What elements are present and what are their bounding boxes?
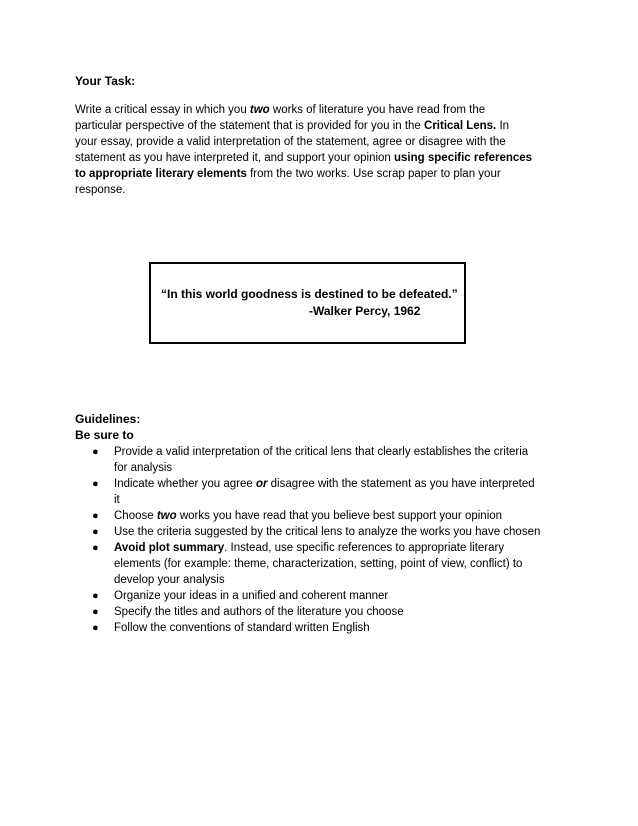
task-line-1 <box>75 102 567 118</box>
task-line-5 <box>75 166 567 182</box>
guideline-text: it <box>114 494 120 506</box>
guideline-item <box>90 508 570 524</box>
guidelines-subheading: Be sure to <box>75 428 134 442</box>
task-text: In <box>496 120 510 132</box>
bullet-icon: ● <box>92 542 99 554</box>
emphasis-specific-references: using specific references <box>394 152 533 164</box>
bullet-icon: ● <box>92 526 99 538</box>
guideline-fragment: works you have read that you believe best support your opinion <box>176 510 503 522</box>
critical-lens-quote: “In this world goodness is destined to be defeated.” <box>161 287 458 301</box>
guideline-text: Organize your ideas in a unified and coherent manner <box>114 590 389 602</box>
guideline-item <box>90 444 570 476</box>
guideline-fragment: disagree with the statement as you have interpreted <box>267 478 535 490</box>
task-paragraph <box>75 102 567 198</box>
task-text: your essay, provide a valid interpretation of the statement, agree or disagree with the <box>75 136 506 148</box>
emphasis-two: two <box>156 510 177 522</box>
task-line-2 <box>75 118 567 134</box>
task-line-6 <box>75 182 567 198</box>
guidelines-heading: Guidelines: <box>75 412 141 426</box>
guideline-item <box>90 604 570 620</box>
guideline-item <box>90 540 570 588</box>
emphasis-literary-elements: to appropriate literary elements <box>75 168 247 180</box>
guideline-item <box>90 476 570 508</box>
guideline-item <box>90 620 570 636</box>
bullet-icon: ● <box>92 478 99 490</box>
guideline-text: Specify the titles and authors of the literature you choose <box>114 606 404 618</box>
guideline-text: elements (for example: theme, characterization, setting, point of view, conflict) to <box>114 558 523 570</box>
task-line-3 <box>75 134 567 150</box>
emphasis-two: two <box>249 104 270 116</box>
guideline-fragment: . Instead, use specific references to appropriate literary <box>224 542 505 554</box>
task-text: works of literature you have read from the <box>269 104 486 116</box>
task-text: particular perspective of the statement that is provided for you in the <box>75 120 425 132</box>
bullet-icon: ● <box>92 622 99 634</box>
bullet-icon: ● <box>92 606 99 618</box>
guideline-text: Follow the conventions of standard written English <box>114 622 370 634</box>
guideline-text: Provide a valid interpretation of the critical lens that clearly establishes the criteria <box>114 446 529 458</box>
task-line-4 <box>75 150 567 166</box>
task-text: statement as you have interpreted it, and support your opinion <box>75 152 395 164</box>
critical-lens-attribution: -Walker Percy, 1962 <box>309 304 421 318</box>
emphasis-or: or <box>255 478 268 490</box>
guideline-fragment: Indicate whether you agree <box>114 478 256 490</box>
emphasis-avoid-plot-summary: Avoid plot summary <box>114 542 225 554</box>
task-text: response. <box>75 184 126 196</box>
guideline-text <box>114 508 570 524</box>
task-text: Write a critical essay in which you <box>75 104 250 116</box>
bullet-icon: ● <box>92 590 99 602</box>
guideline-item <box>90 524 570 540</box>
task-text: from the two works. Use scrap paper to plan your <box>246 168 501 180</box>
guideline-text <box>114 476 570 492</box>
guidelines-list <box>90 444 570 636</box>
emphasis-critical-lens: Critical Lens. <box>424 120 497 132</box>
guideline-text: Use the criteria suggested by the critical lens to analyze the works you have chosen <box>114 526 541 538</box>
guideline-text <box>114 540 570 556</box>
bullet-icon: ● <box>92 510 99 522</box>
guideline-text: for analysis <box>114 462 173 474</box>
bullet-icon: ● <box>92 446 99 458</box>
task-heading: Your Task: <box>75 74 136 88</box>
guideline-fragment: Choose <box>114 510 157 522</box>
critical-lens-box <box>149 262 466 344</box>
guideline-item <box>90 588 570 604</box>
guideline-text: develop your analysis <box>114 574 225 586</box>
